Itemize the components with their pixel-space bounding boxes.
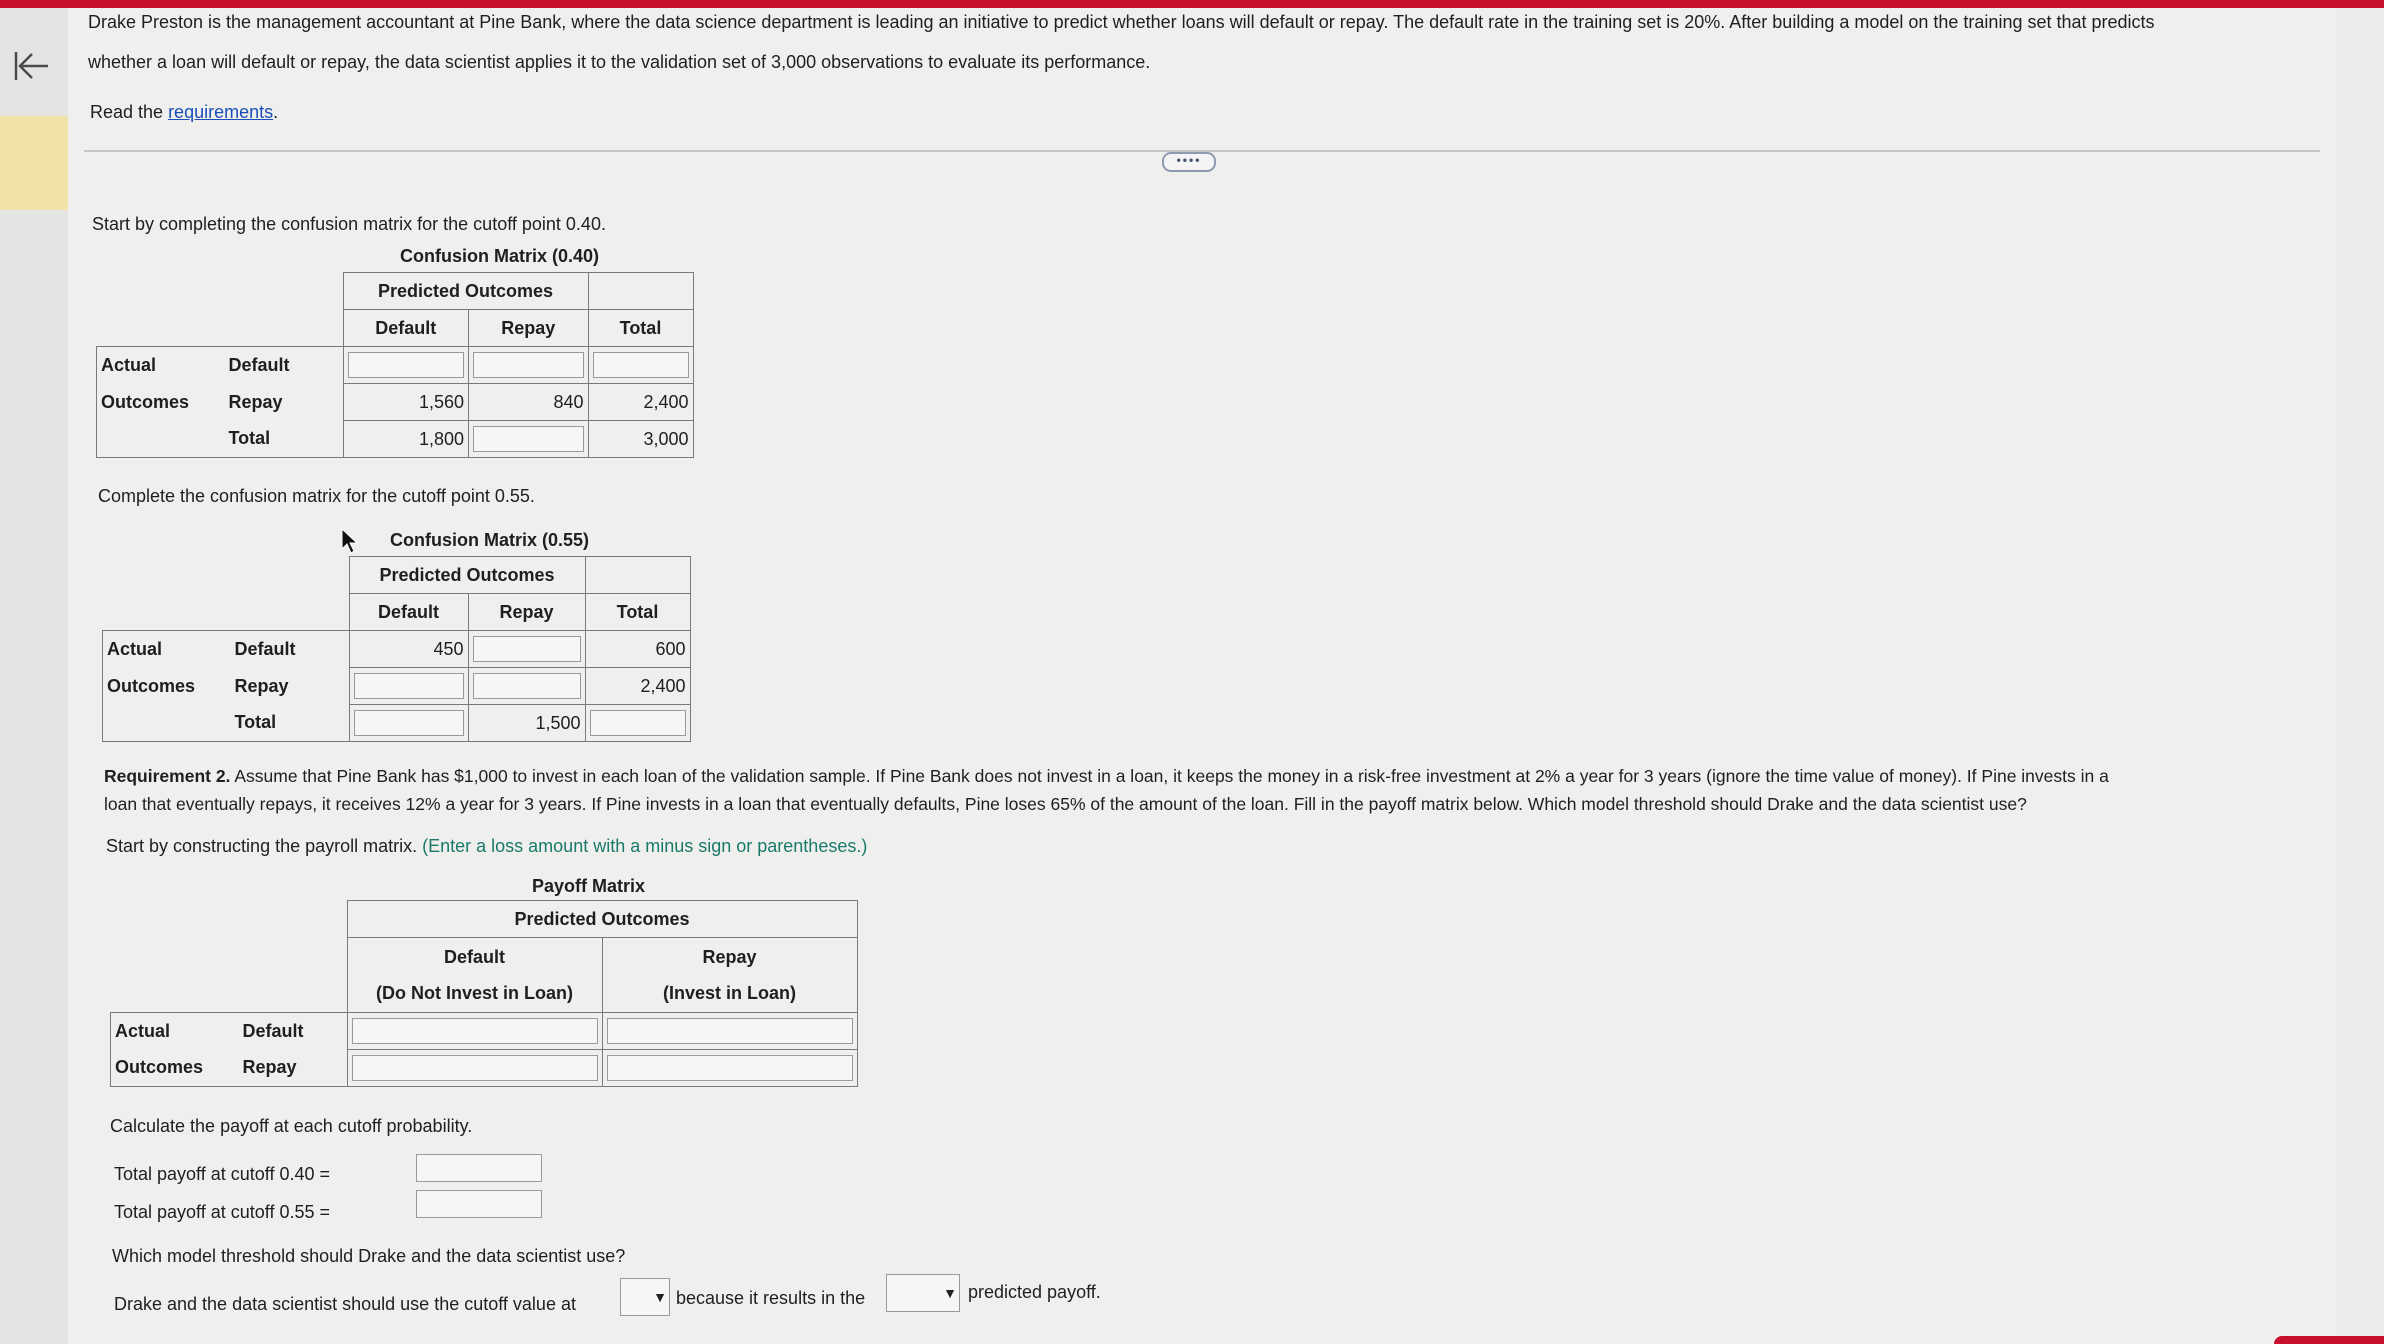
cm040-instruction: Start by completing the confusion matrix for the cutoff point 0.40. [92, 214, 606, 234]
cm040-title: Confusion Matrix (0.40) [400, 246, 600, 266]
cm040-default-repay-input[interactable] [473, 352, 584, 378]
cm055-col-total: Total [585, 594, 690, 631]
cm055-repay-repay-input[interactable] [473, 673, 581, 699]
intro-line-1: Drake Preston is the management accountant at Pine Bank, where the data science department is leading an initiative to predict whether loans will default or repay. The default rate in the training set is 20%. After building a model on the training set that predicts [88, 12, 2155, 32]
corner-accent [2274, 1336, 2384, 1344]
answer-middle: because it results in the [676, 1288, 866, 1308]
total-payoff-055-label: Total payoff at cutoff 0.55 = [114, 1202, 330, 1222]
question-marker-tab [0, 116, 68, 210]
cm055-title: Confusion Matrix (0.55) [390, 530, 590, 550]
calc-instruction: Calculate the payoff at each cutoff probability. [110, 1116, 473, 1136]
total-payoff-040-label: Total payoff at cutoff 0.40 = [114, 1164, 330, 1184]
cm055-repay-total: 2,400 [585, 668, 690, 705]
cm055-row-repay: Repay [234, 675, 289, 696]
payoff-col-repay [602, 938, 857, 1013]
read-prefix: Read the [90, 102, 169, 122]
cm040-row-default: Default [225, 347, 344, 384]
back-button[interactable] [10, 44, 54, 88]
cm040-actual-label: Actual [97, 347, 225, 384]
cm040-total-repay-input[interactable] [473, 426, 584, 452]
cm055-total-total-input[interactable] [590, 710, 686, 736]
cm055-row-default: Default [231, 631, 350, 668]
cm055-default-total: 600 [585, 631, 690, 668]
cm040-row-total: Total [225, 421, 344, 458]
top-accent-bar [0, 0, 2384, 8]
chevron-down-icon: ▼ [943, 1285, 957, 1301]
req2-title: Requirement 2. [104, 766, 231, 786]
total-payoff-040-input[interactable] [416, 1154, 542, 1182]
confusion-matrix-055 [102, 556, 691, 742]
payoff-repay-default-input[interactable] [352, 1055, 598, 1081]
read-requirements [90, 100, 278, 124]
cm055-total-repay: 1,500 [468, 705, 585, 742]
intro-line-2: whether a loan will default or repay, the data scientist applies it to the validation set of 3,000 observations to evaluate its performance. [88, 52, 1151, 72]
payoff-row-repay: Repay [239, 1050, 348, 1087]
confusion-matrix-040 [96, 272, 694, 458]
cm055-col-repay: Repay [468, 594, 585, 631]
cm040-repay-repay: 840 [469, 384, 589, 421]
payoff-predicted-header: Predicted Outcomes [347, 901, 857, 938]
payoff-hint: (Enter a loss amount with a minus sign or parentheses.) [417, 836, 868, 856]
payoff-default-default-input[interactable] [352, 1018, 598, 1044]
payoff-instruction-text: Start by constructing the payroll matrix. [106, 836, 418, 856]
cm040-total-default: 1,800 [343, 421, 469, 458]
requirements-link[interactable]: requirements [168, 102, 274, 122]
more-button[interactable]: •••• [1162, 152, 1216, 172]
mouse-cursor-icon [340, 527, 358, 555]
cm055-repay-default-input[interactable] [354, 673, 464, 699]
cm040-default-default-input[interactable] [348, 352, 465, 378]
payoff-actual-label: Actual [111, 1013, 239, 1050]
answer-prefix: Drake and the data scientist should use the cutoff value at [114, 1294, 576, 1314]
cm040-predicted-header: Predicted Outcomes [343, 273, 588, 310]
threshold-question: Which model threshold should Drake and the data scientist use? [112, 1246, 626, 1266]
req2-text-1: Assume that Pine Bank has $1,000 to invest in each loan of the validation sample. If Pine Bank does not invest in a loan, it keeps the money in a risk-free investment at 2% a year for 3 years (ignore the time value of money). If Pine invests in a [230, 766, 2109, 786]
cm055-predicted-header: Predicted Outcomes [349, 557, 585, 594]
payoff-title: Payoff Matrix [532, 876, 646, 896]
read-suffix: . [273, 102, 279, 122]
cm055-total-default-input[interactable] [354, 710, 464, 736]
payoff-col-default [347, 938, 602, 1013]
payoff-col-default-sub: (Do Not Invest in Loan) [376, 983, 573, 1003]
back-arrow-icon [10, 44, 54, 88]
cm055-outcomes-label: Outcomes [103, 668, 231, 705]
payoff-outcomes-label: Outcomes [111, 1050, 239, 1087]
chevron-down-icon: ▼ [653, 1289, 667, 1305]
cm040-col-total: Total [588, 310, 693, 347]
cm055-instruction: Complete the confusion matrix for the cutoff point 0.55. [98, 486, 535, 506]
cm040-col-repay: Repay [469, 310, 589, 347]
cutoff-value-dropdown[interactable] [620, 1278, 670, 1316]
cm040-col-default: Default [343, 310, 469, 347]
cm040-default-total-input[interactable] [593, 352, 689, 378]
payoff-default-repay-input[interactable] [607, 1018, 853, 1044]
cm055-col-default: Default [349, 594, 468, 631]
payoff-row-default: Default [239, 1013, 348, 1050]
req2-line-1 [104, 764, 2109, 788]
payoff-col-repay-sub: (Invest in Loan) [662, 983, 796, 1003]
payoff-matrix [110, 900, 858, 1087]
req2-line-2: loan that eventually repays, it receives 12% a year for 3 years. If Pine invests in a loan that eventually defaults, Pine loses 65% of the amount of the loan. Fill in the payoff matrix below. Which model threshold should Drake and the data scientist use? [104, 794, 2027, 814]
payoff-repay-repay-input[interactable] [607, 1055, 853, 1081]
cm040-outcomes-label: Outcomes [97, 384, 225, 421]
cm055-actual-label: Actual [103, 631, 231, 668]
cm055-row-total: Total [231, 705, 350, 742]
cm040-repay-total: 2,400 [588, 384, 693, 421]
cm040-row-repay: Repay [228, 391, 283, 412]
cm055-default-default: 450 [349, 631, 468, 668]
cm040-repay-default: 1,560 [343, 384, 469, 421]
payoff-col-default-label: Default [443, 947, 505, 967]
payoff-col-repay-label: Repay [702, 947, 757, 967]
cm040-total-total: 3,000 [588, 421, 693, 458]
cm055-default-repay-input[interactable] [473, 636, 581, 662]
payoff-level-dropdown[interactable] [886, 1274, 960, 1312]
total-payoff-055-input[interactable] [416, 1190, 542, 1218]
payoff-instruction [106, 834, 867, 858]
answer-suffix: predicted payoff. [968, 1282, 1101, 1302]
